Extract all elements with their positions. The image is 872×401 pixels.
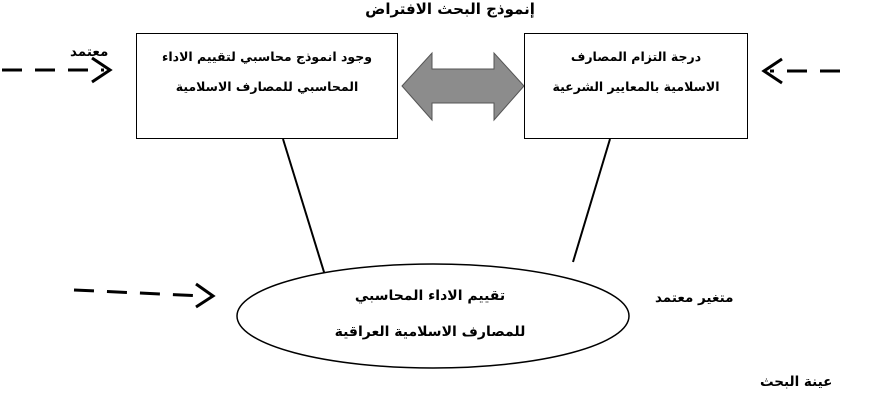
label-research-sample: عينة البحث — [760, 374, 833, 390]
label-dependent-left: معتمد — [70, 44, 109, 60]
diagram-title: إنموذج البحث الافتراض — [365, 0, 535, 18]
box-accounting-model — [136, 33, 398, 139]
dashed-arrow-bottom-left — [74, 290, 204, 296]
double-arrow-icon — [402, 53, 524, 120]
box-right-line2: الاسلامية بالمعايير الشرعية — [552, 79, 720, 94]
arrowhead-bottom-left-icon — [196, 284, 213, 307]
ellipse-line2: للمصارف الاسلامية العراقية — [334, 324, 526, 340]
box-left-line1: وجود انموذج محاسبي لتقييم الاداء — [161, 49, 373, 64]
box-left-line2: المحاسبي للمصارف الاسلامية — [175, 79, 359, 94]
box-sharia-compliance — [524, 33, 748, 139]
ellipse-label — [270, 278, 590, 350]
connector-right-box-to-ellipse — [573, 139, 610, 262]
label-dependent-variable: متغير معتمد — [655, 290, 734, 306]
box-right-line1: درجة التزام المصارف — [570, 49, 702, 64]
ellipse-line1: تقييم الاداء المحاسبي — [354, 288, 506, 304]
